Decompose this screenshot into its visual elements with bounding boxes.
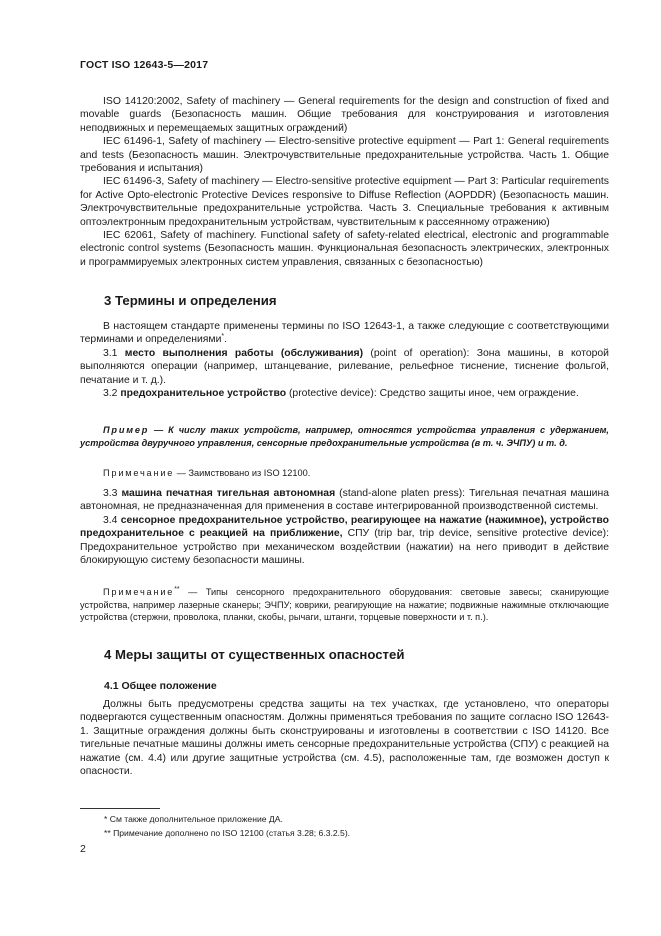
example-note: Пример — К числу таких устройств, например, относятся устройства управления с удержанием, устройства двуручного управления, сенсорные предохранительные устройства (в т. ч. ЭЧПУ) и т. д. — [80, 425, 609, 448]
term-3-4: 3.4 сенсорное предохранительное устройство, реагирующее на нажатие (нажимное), устройство предохранительное с реакцией на приближение, СПУ (trip bar, trip device, sensitive protective device): Предохранительное устройство при механическом воздействии (нажатии) на него приводит в действие блокирующую систему безопасности машины. — [80, 514, 610, 567]
section-3-terms-cont — [80, 487, 609, 567]
intro-paragraph: В настоящем стандарте применены термины по ISO 12643-1, а также следующие с соответствующими терминами и определениями*. — [80, 321, 609, 346]
subsection-4-1-heading: 4.1 Общее положение — [104, 680, 217, 692]
normative-references — [80, 95, 609, 269]
term-3-3: 3.3 машина печатная тигельная автономная (stand-alone platen press): Тигельная печатная машина автономная, не предназначенная для применения в составе интегрированной производственной системы. — [80, 488, 609, 513]
reference-item: ISO 14120:2002, Safety of machinery — General requirements for the design and construction of fixed and movable guards (Безопасность машин. Общие требования для конструирования и изготовления неподвижных и перемещаемых защитных ограждений) — [80, 96, 609, 134]
note-label: Примечание — [103, 587, 175, 597]
footnote-1: * См также дополнительное приложение ДА. — [104, 814, 283, 824]
example-label: Пример — [103, 425, 150, 435]
footnote-ref: * — [221, 333, 225, 341]
term-3-2: 3.2 предохранительное устройство (protective device): Средство защиты иное, чем ограждение. — [103, 388, 579, 400]
section-4-heading: 4 Меры защиты от существенных опасностей — [104, 647, 405, 662]
page-number: 2 — [80, 843, 86, 855]
footnote-divider — [80, 808, 160, 809]
footnote-2: ** Примечание дополнено по ISO 12100 (статья 3.28; 6.3.2.5). — [104, 828, 351, 838]
footnote-ref: ** — [174, 586, 180, 593]
section-3-heading: 3 Термины и определения — [104, 293, 277, 308]
reference-item: IEC 61496-3, Safety of machinery — Electro-sensitive protective equipment — Part 3: Particular requirements for Active Opto-electronic Protective Devices responsive to Diffuse Reflection (AOPDDR) (Безопасность машин. Электрочувствительные предохранительные устройства. Часть 3. Специальные требования к активным оптоэлектронным предохранительным устройствам, чувствительным к рассеянному отражению) — [80, 176, 609, 228]
section-3-body — [80, 320, 609, 400]
reference-item: IEC 61496-1, Safety of machinery — Electro-sensitive protective equipment — Part 1: General requirements and tests (Безопасность машин. Электрочувствительные предохранительные устройства. Часть 1. Общие требования и испытания) — [80, 136, 609, 175]
note-1: Примечание — Заимствовано из ISO 12100. — [103, 468, 311, 478]
note-2: Примечание** — Типы сенсорного предохранительного оборудования: световые завесы; сканирующие устройства, например лазерные сканеры; ЭЧПУ; коврики, реагирующие на нажатие; подвижные нажимные отключающие устройства (стержни, проволока, планки, скобы, рычаги, штанги, торцевые поверхности и т. п.). — [80, 586, 609, 623]
note-label: Примечание — [103, 468, 175, 478]
document-header: ГОСТ ISO 12643-5—2017 — [80, 59, 209, 71]
section-4-1-body — [80, 698, 609, 778]
general-paragraph: Должны быть предусмотрены средства защиты на тех участках, где установлено, что операторы подвергаются существенным опасностям. Должны применяться требования по защите согласно ISO 12643-1. Защитные ограждения должны быть сконструированы и изготовлены в соответствии с ISO 14120. Все тигельные печатные машины должны иметь сенсорные предохранительные устройства (СПУ) с реакцией на нажатие (см. 4.4) или другие защитные устройства (см. 4.5), расположенные там, где возможен доступ к опасности. — [80, 699, 609, 778]
term-3-1: 3.1 место выполнения работы (обслуживания) (point of operation): Зона машины, в которой выполняются операции (например, штанцевание, рилевание, рельефное тиснение, тиснение фольгой, печатание и т. д.). — [80, 347, 609, 386]
reference-item: IEC 62061, Safety of machinery. Functional safety of safety-related electrical, electronic and programmable electronic control systems (Безопасность машин. Функциональная безопасность электрических, электронных и программируемых электронных систем управления, связанных с безопасностью) — [80, 230, 609, 268]
